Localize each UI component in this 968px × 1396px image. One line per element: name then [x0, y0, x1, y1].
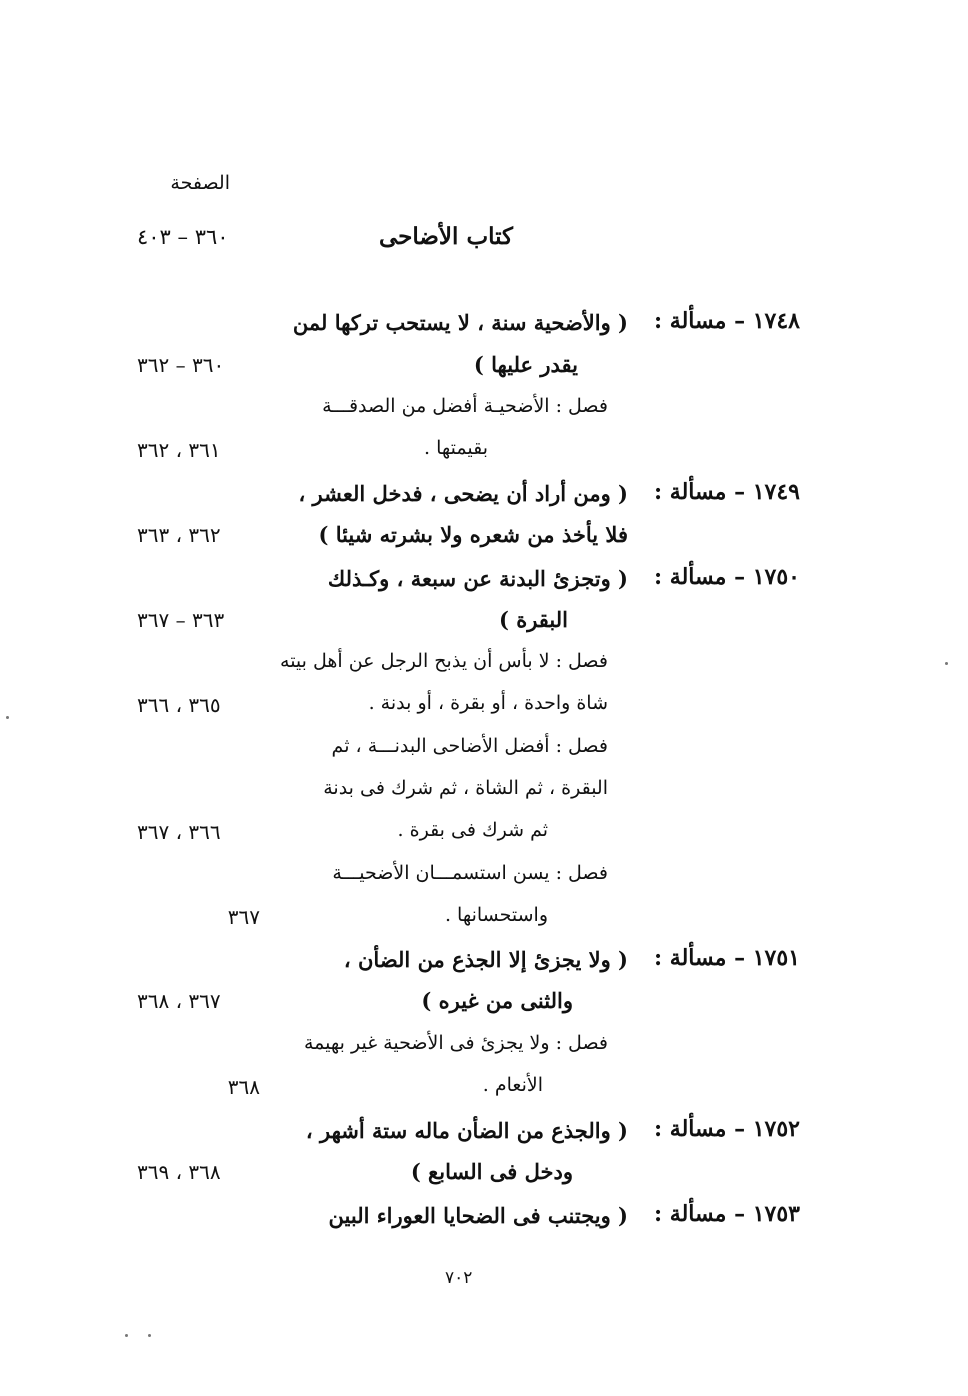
section-text-line: فصل : يسن استسمـــان الأضحيـــة [332, 862, 608, 884]
scan-speck [125, 1334, 128, 1337]
page-column-header: الصفحة [170, 172, 230, 194]
book-page-range: ٣٦٠ – ٤٠٣ [137, 225, 229, 249]
entry-text-line: ( والجذع من الضأن ماله ستة أشهر ، [305, 1118, 628, 1143]
section-text-line: فصل : ولا يجزئ فى الأضحية غير بهيمة [304, 1032, 608, 1054]
scan-speck [6, 716, 9, 719]
entry-label: ١٧٥٣ – مسألة : [654, 1201, 800, 1227]
entry-text-line: فلا يأخذ من شعره ولا بشرته شيئا ) [318, 522, 628, 547]
section-text-line: فصل : الأضحيـة أفضل من الصدقـــة [322, 395, 608, 417]
section-text-line: الأنعام . [482, 1074, 543, 1096]
entry-label: ١٧٤٩ – مسألة : [654, 479, 800, 505]
entry-text-line: ( وتجزئ البدنة عن سبعة ، وكـذلك [327, 566, 628, 591]
section-text-line: واستحسانها . [444, 904, 548, 926]
entry-label: ١٧٥٠ – مسألة : [654, 564, 800, 590]
entry-text-line: والثنى من غيره ) [421, 988, 573, 1013]
entry-pages: ٣٦٦ ، ٣٦٧ [137, 820, 221, 844]
section-text-line: بقيمتها . [424, 437, 488, 459]
scan-speck [945, 662, 948, 665]
entry-pages: ٣٦٧ ، ٣٦٨ [137, 989, 221, 1013]
entry-pages: ٣٦٨ ، ٣٦٩ [137, 1160, 221, 1184]
entry-text-line: ودخل فى السابع ) [410, 1159, 573, 1184]
entry-text-line: ( ولا يجزئ إلا الجذع من الضأن ، [343, 947, 628, 972]
section-text-line: فصل : أفضل الأضاحى البدنـــة ، ثم [331, 735, 608, 757]
entry-pages: ٣٦٥ ، ٣٦٦ [137, 693, 221, 717]
entry-label: ١٧٤٨ – مسألة : [654, 308, 800, 334]
entry-text-line: ( ومن أراد أن يضحى ، فدخل العشر ، [298, 481, 628, 506]
section-text-line: ثم شرك فى بقرة . [397, 819, 548, 841]
scan-speck [148, 1334, 151, 1337]
entry-pages: ٣٦٧ [227, 905, 260, 929]
entry-pages: ٣٦١ ، ٣٦٢ [137, 438, 221, 462]
section-text-line: فصل : لا بأس أن يذبح الرجل عن أهل بيته [280, 650, 608, 672]
section-text-line: شاة واحدة ، أو بقرة ، أو بدنة . [368, 692, 608, 714]
page-number: ٧٠٢ [445, 1268, 473, 1288]
entry-text-line: البقرة ) [498, 607, 568, 632]
entry-text-line: يقدر عليها ) [473, 352, 578, 377]
entry-pages: ٣٦٠ – ٣٦٢ [137, 353, 225, 377]
entry-pages: ٣٦٨ [227, 1075, 260, 1099]
entry-text-line: ( ويجتنب فى الضحايا العوراء البين [328, 1203, 628, 1228]
book-title: كتاب الأضاحى [379, 223, 513, 250]
entry-text-line: ( والأضحية سنة ، لا يستحب تركها لمن [292, 310, 628, 335]
entry-pages: ٣٦٢ ، ٣٦٣ [137, 523, 221, 547]
entry-label: ١٧٥٢ – مسألة : [654, 1116, 800, 1142]
entry-pages: ٣٦٣ – ٣٦٧ [137, 608, 225, 632]
section-text-line: البقرة ، ثم الشاة ، ثم شرك فى بدنة [323, 777, 608, 799]
entry-label: ١٧٥١ – مسألة : [654, 945, 800, 971]
